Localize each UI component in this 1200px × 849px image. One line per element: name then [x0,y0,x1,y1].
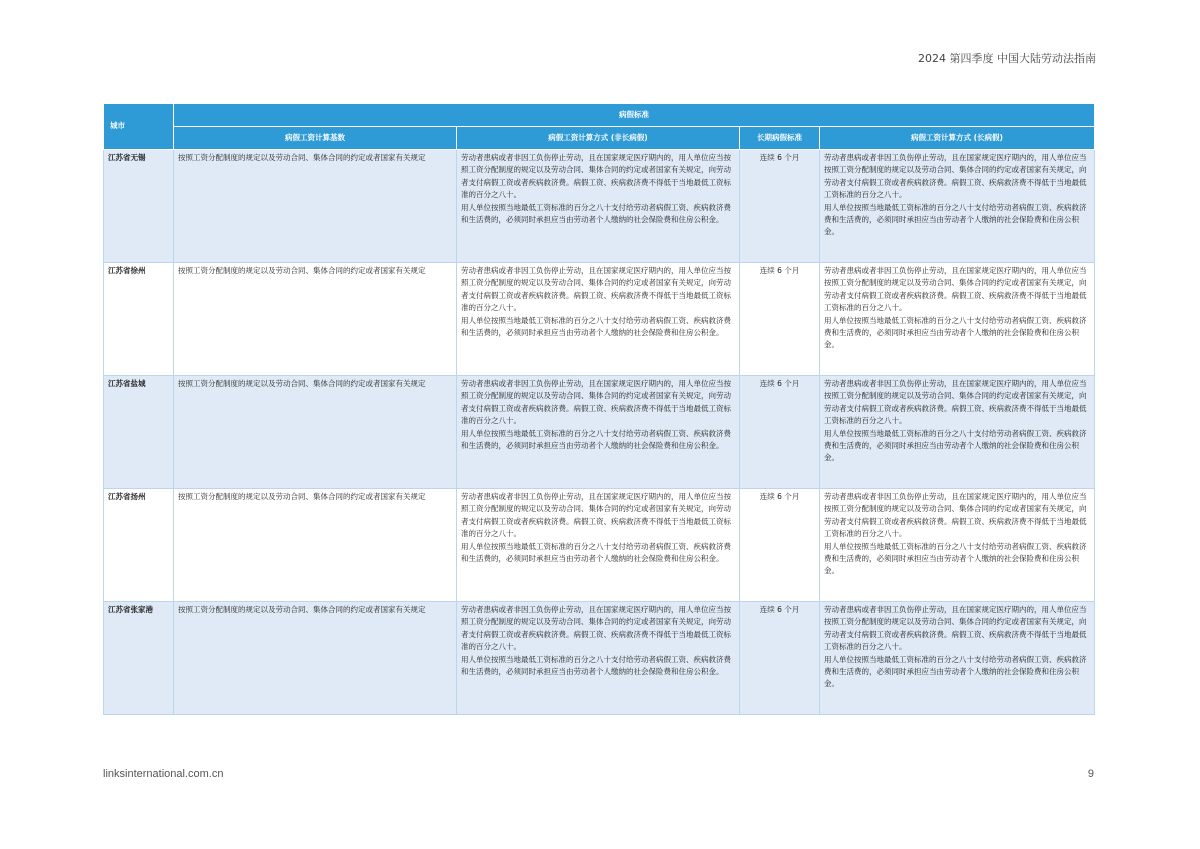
cell-long-paragraph: 劳动者患病或者非因工负伤停止劳动，且在国家规定医疗期内的，用人单位应当按照工资分配制度的规定以及劳动合同、集体合同的约定或者国家有关规定，向劳动者支付病假工资或者疾病救济费。病假工资、疾病救济费不得低于当地最低工资标准的百分之八十。 [824,605,1087,652]
cell-base: 按照工资分配制度的规定以及劳动合同、集体合同的约定或者国家有关规定 [174,602,457,715]
cell-short-paragraph: 劳动者患病或者非因工负伤停止劳动，且在国家规定医疗期内的，用人单位应当按照工资分配制度的规定以及劳动合同、集体合同的约定或者国家有关规定，向劳动者支付病假工资或者疾病救济费。病假工资、疾病救济费不得低于当地最低工资标准的百分之八十。 [461,153,731,200]
cell-short [457,150,740,263]
cell-long [820,376,1095,489]
table-row [104,602,1095,715]
cell-long [820,602,1095,715]
cell-long-paragraph: 用人单位按照当地最低工资标准的百分之八十支付给劳动者病假工资、疾病救济费和生活费的，必须同时承担应当由劳动者个人缴纳的社会保险费和住房公积金。 [824,315,1087,350]
cell-short [457,489,740,602]
table-group-header-row [104,104,1095,127]
table-row [104,150,1095,263]
column-header-base: 病假工资计算基数 [174,127,457,150]
cell-long-standard: 连续 6 个月 [740,602,820,715]
table-header-row [104,127,1095,150]
column-header-long-standard: 长期病假标准 [740,127,820,150]
footer-url[interactable]: linksinternational.com.cn [103,768,224,780]
cell-short [457,376,740,489]
column-header-city: 城市 [104,104,174,150]
cell-long-paragraph: 劳动者患病或者非因工负伤停止劳动，且在国家规定医疗期内的，用人单位应当按照工资分配制度的规定以及劳动合同、集体合同的约定或者国家有关规定，向劳动者支付病假工资或者疾病救济费。病假工资、疾病救济费不得低于当地最低工资标准的百分之八十。 [824,379,1087,426]
page-number: 9 [1087,768,1094,780]
cell-short-paragraph: 劳动者患病或者非因工负伤停止劳动，且在国家规定医疗期内的，用人单位应当按照工资分配制度的规定以及劳动合同、集体合同的约定或者国家有关规定，向劳动者支付病假工资或者疾病救济费。病假工资、疾病救济费不得低于当地最低工资标准的百分之八十。 [461,605,731,652]
table-row [104,376,1095,489]
cell-long [820,150,1095,263]
cell-long-paragraph: 用人单位按照当地最低工资标准的百分之八十支付给劳动者病假工资、疾病救济费和生活费的，必须同时承担应当由劳动者个人缴纳的社会保险费和住房公积金。 [824,428,1087,463]
cell-city: 江苏省扬州 [104,489,174,602]
cell-short-paragraph: 用人单位按照当地最低工资标准的百分之八十支付给劳动者病假工资、疾病救济费和生活费的，必须同时承担应当由劳动者个人缴纳的社会保险费和住房公积金。 [461,541,731,564]
cell-long-paragraph: 劳动者患病或者非因工负伤停止劳动，且在国家规定医疗期内的，用人单位应当按照工资分配制度的规定以及劳动合同、集体合同的约定或者国家有关规定，向劳动者支付病假工资或者疾病救济费。病假工资、疾病救济费不得低于当地最低工资标准的百分之八十。 [824,153,1087,200]
column-header-short: 病假工资计算方式 (非长病假) [457,127,740,150]
table-row [104,489,1095,602]
cell-short-paragraph: 劳动者患病或者非因工负伤停止劳动，且在国家规定医疗期内的，用人单位应当按照工资分配制度的规定以及劳动合同、集体合同的约定或者国家有关规定，向劳动者支付病假工资或者疾病救济费。病假工资、疾病救济费不得低于当地最低工资标准的百分之八十。 [461,492,731,539]
cell-base: 按照工资分配制度的规定以及劳动合同、集体合同的约定或者国家有关规定 [174,263,457,376]
cell-long-paragraph: 用人单位按照当地最低工资标准的百分之八十支付给劳动者病假工资、疾病救济费和生活费的，必须同时承担应当由劳动者个人缴纳的社会保险费和住房公积金。 [824,654,1087,689]
cell-base: 按照工资分配制度的规定以及劳动合同、集体合同的约定或者国家有关规定 [174,489,457,602]
cell-short-paragraph: 用人单位按照当地最低工资标准的百分之八十支付给劳动者病假工资、疾病救济费和生活费的，必须同时承担应当由劳动者个人缴纳的社会保险费和住房公积金。 [461,654,731,677]
cell-long-paragraph: 用人单位按照当地最低工资标准的百分之八十支付给劳动者病假工资、疾病救济费和生活费的，必须同时承担应当由劳动者个人缴纳的社会保险费和住房公积金。 [824,541,1087,576]
cell-base: 按照工资分配制度的规定以及劳动合同、集体合同的约定或者国家有关规定 [174,376,457,489]
cell-city: 江苏省张家港 [104,602,174,715]
column-header-long: 病假工资计算方式 (长病假) [820,127,1095,150]
column-group-header-sick-leave: 病假标准 [174,104,1095,127]
cell-city: 江苏省盐城 [104,376,174,489]
cell-short-paragraph: 劳动者患病或者非因工负伤停止劳动，且在国家规定医疗期内的，用人单位应当按照工资分配制度的规定以及劳动合同、集体合同的约定或者国家有关规定，向劳动者支付病假工资或者疾病救济费。病假工资、疾病救济费不得低于当地最低工资标准的百分之八十。 [461,379,731,426]
cell-long-paragraph: 劳动者患病或者非因工负伤停止劳动，且在国家规定医疗期内的，用人单位应当按照工资分配制度的规定以及劳动合同、集体合同的约定或者国家有关规定，向劳动者支付病假工资或者疾病救济费。病假工资、疾病救济费不得低于当地最低工资标准的百分之八十。 [824,266,1087,313]
cell-long-standard: 连续 6 个月 [740,489,820,602]
cell-short-paragraph: 劳动者患病或者非因工负伤停止劳动，且在国家规定医疗期内的，用人单位应当按照工资分配制度的规定以及劳动合同、集体合同的约定或者国家有关规定，向劳动者支付病假工资或者疾病救济费。病假工资、疾病救济费不得低于当地最低工资标准的百分之八十。 [461,266,731,313]
cell-city: 江苏省无锡 [104,150,174,263]
sick-leave-table [103,103,1095,715]
cell-short-paragraph: 用人单位按照当地最低工资标准的百分之八十支付给劳动者病假工资、疾病救济费和生活费的，必须同时承担应当由劳动者个人缴纳的社会保险费和住房公积金。 [461,202,731,225]
cell-long-standard: 连续 6 个月 [740,376,820,489]
cell-long-standard: 连续 6 个月 [740,263,820,376]
table-row [104,263,1095,376]
cell-short [457,263,740,376]
cell-long [820,263,1095,376]
cell-base: 按照工资分配制度的规定以及劳动合同、集体合同的约定或者国家有关规定 [174,150,457,263]
cell-city: 江苏省徐州 [104,263,174,376]
cell-long-paragraph: 用人单位按照当地最低工资标准的百分之八十支付给劳动者病假工资、疾病救济费和生活费的，必须同时承担应当由劳动者个人缴纳的社会保险费和住房公积金。 [824,202,1087,237]
cell-long-standard: 连续 6 个月 [740,150,820,263]
cell-short [457,602,740,715]
running-header: 2024 第四季度 中国大陆劳动法指南 [918,52,1096,65]
cell-long-paragraph: 劳动者患病或者非因工负伤停止劳动，且在国家规定医疗期内的，用人单位应当按照工资分配制度的规定以及劳动合同、集体合同的约定或者国家有关规定，向劳动者支付病假工资或者疾病救济费。病假工资、疾病救济费不得低于当地最低工资标准的百分之八十。 [824,492,1087,539]
cell-long [820,489,1095,602]
cell-short-paragraph: 用人单位按照当地最低工资标准的百分之八十支付给劳动者病假工资、疾病救济费和生活费的，必须同时承担应当由劳动者个人缴纳的社会保险费和住房公积金。 [461,428,731,451]
cell-short-paragraph: 用人单位按照当地最低工资标准的百分之八十支付给劳动者病假工资、疾病救济费和生活费的，必须同时承担应当由劳动者个人缴纳的社会保险费和住房公积金。 [461,315,731,338]
